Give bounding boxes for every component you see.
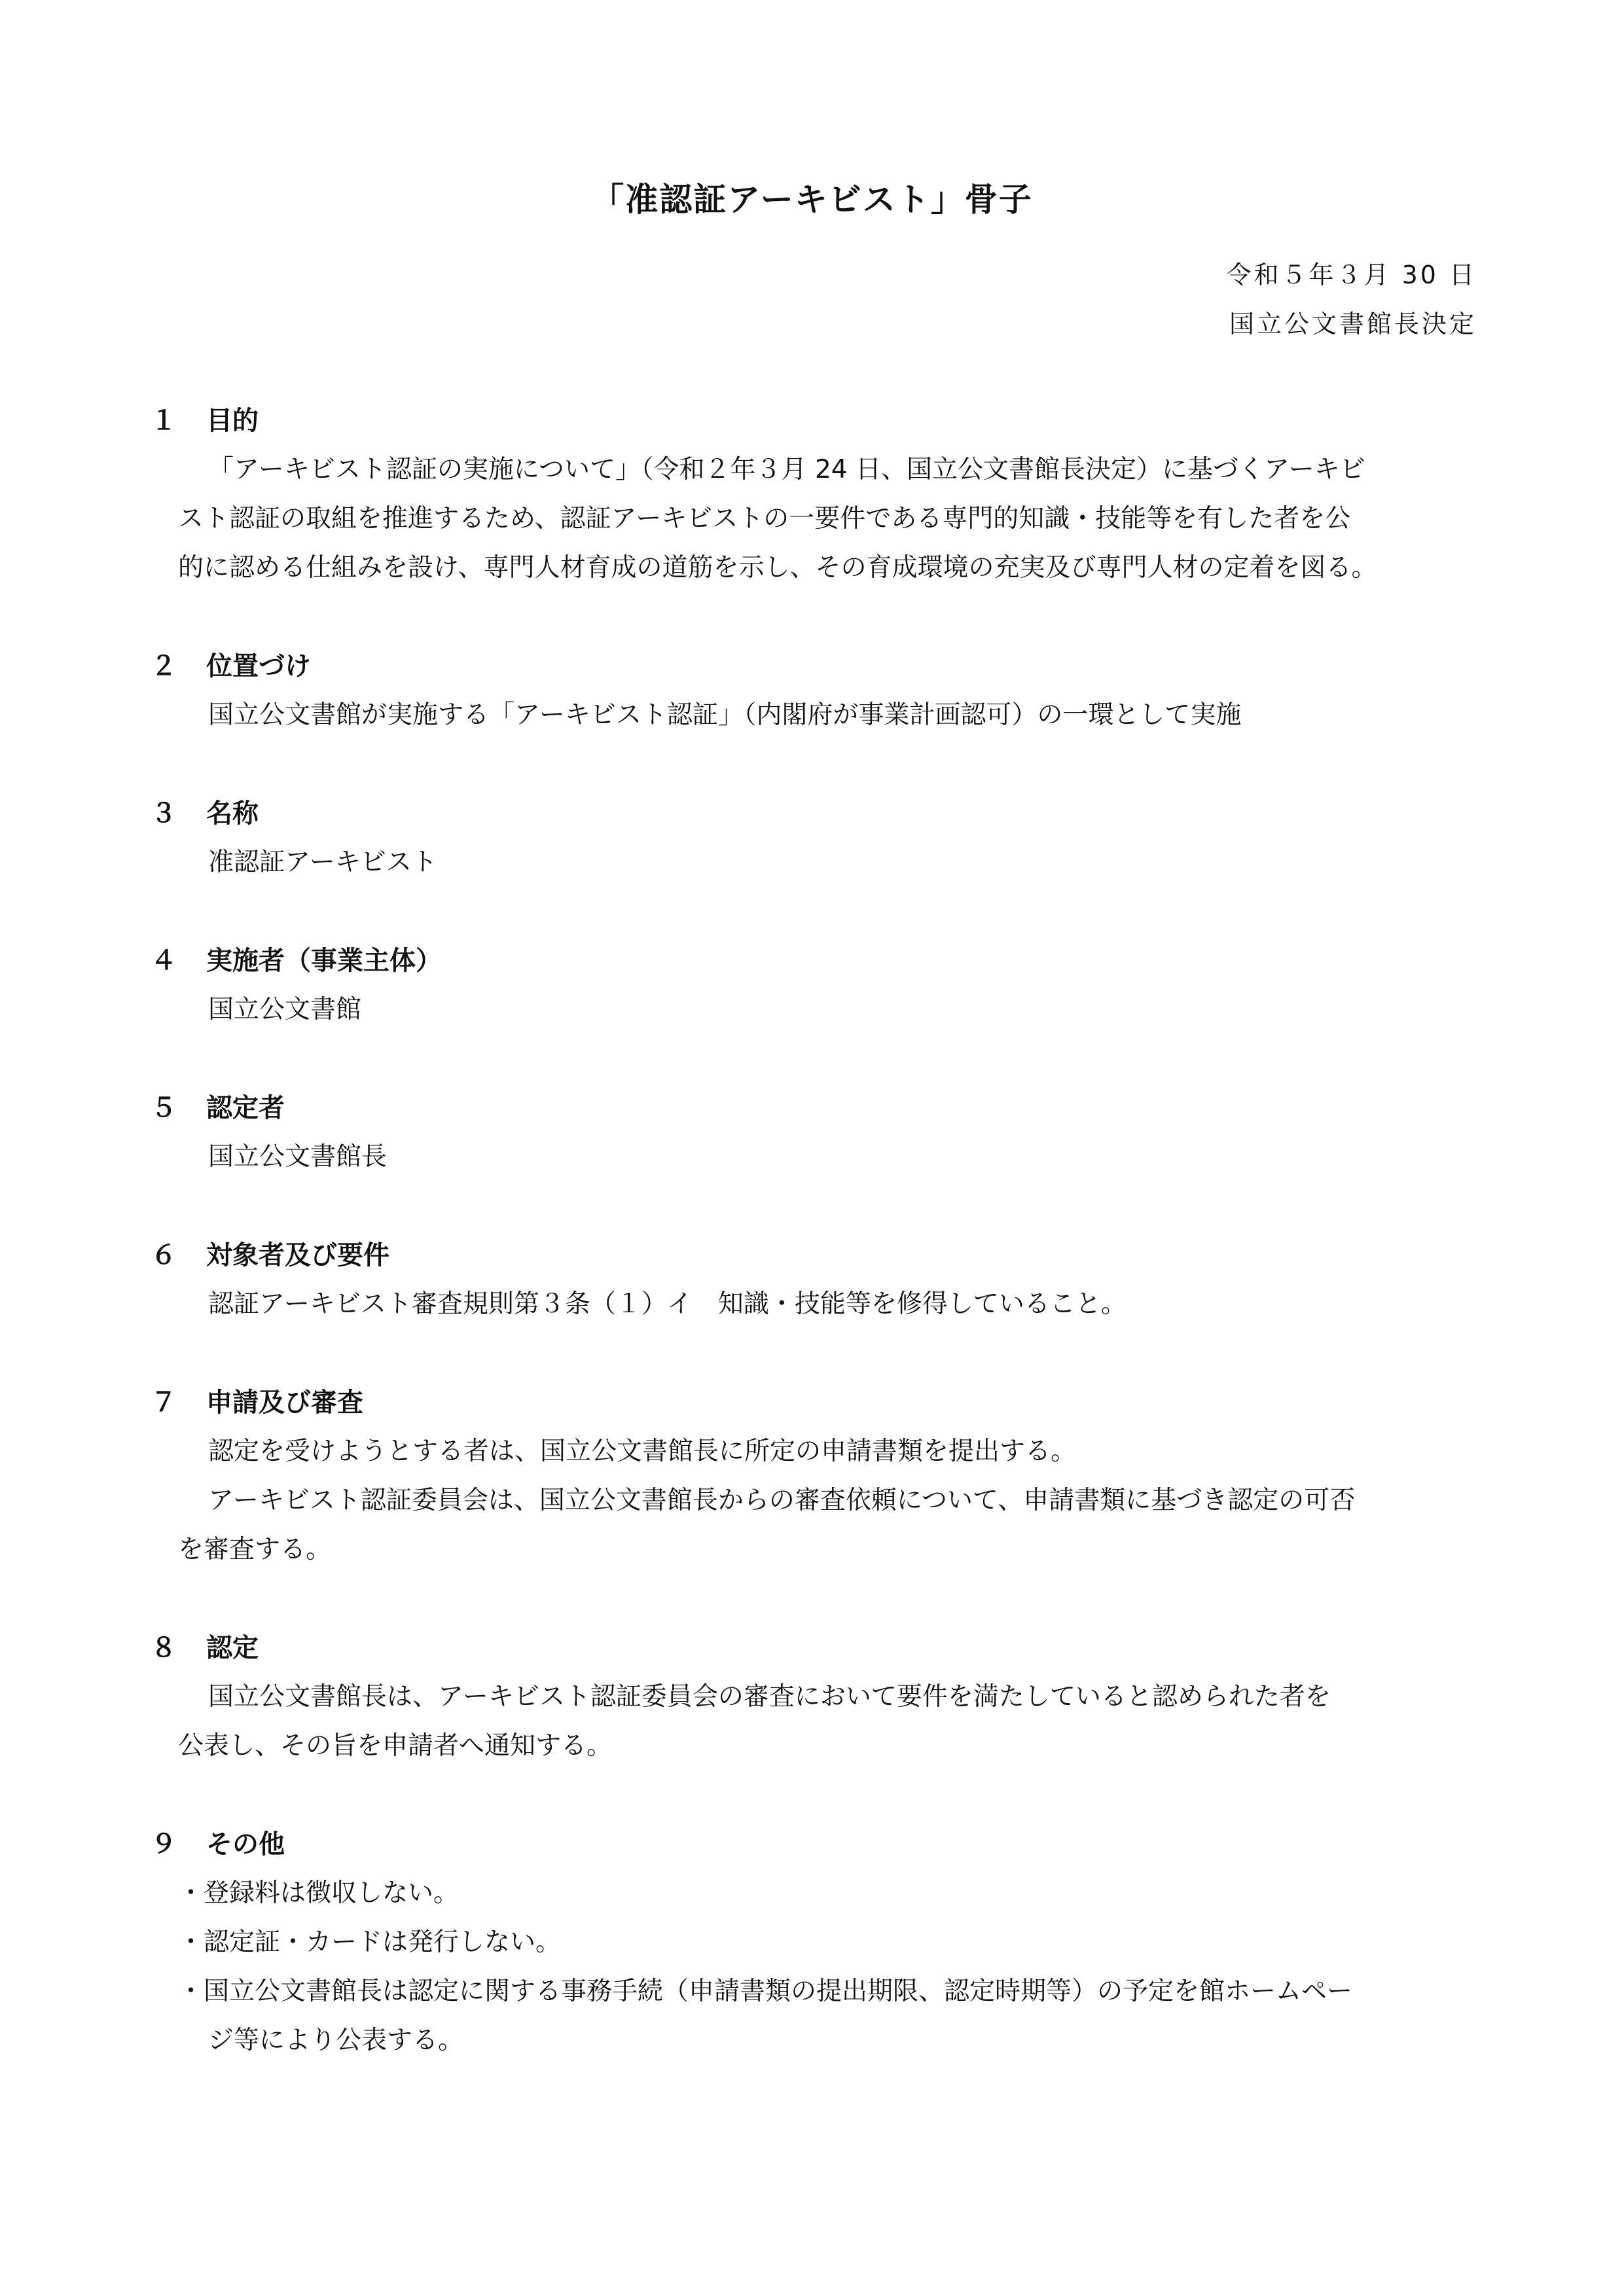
section-title: 認定者 <box>206 1093 285 1123</box>
section-number: １ <box>151 406 177 436</box>
section-4-line: 国立公文書館 <box>208 995 362 1024</box>
section-7-line: アーキビスト認証委員会は、国立公文書館長からの審査依頼について、申請書類に基づき認定の可否 <box>208 1486 1356 1515</box>
section-8-line: 公表し、その旨を申請者へ通知する。 <box>178 1731 613 1761</box>
document-title: 「准認証アーキビスト」骨子 <box>591 181 1033 219</box>
section-8-heading <box>151 1630 259 1666</box>
section-9-bullet: ・国立公文書館長は認定に関する事務手続（申請書類の提出期限、認定時期等）の予定を館ホームペー <box>178 1977 1353 2006</box>
section-9-heading <box>151 1826 285 1863</box>
section-2-heading <box>151 648 311 685</box>
section-9-bullet-continuation: ジ等により公表する。 <box>208 2026 464 2055</box>
section-1-line: スト認証の取組を推進するため、認証アーキビストの一要件である専門的知識・技能等を有した者を公 <box>178 504 1351 533</box>
section-number: ５ <box>151 1093 177 1123</box>
section-3-line: 准認証アーキビスト <box>208 848 437 877</box>
section-9-bullet: ・登録料は徴収しない。 <box>178 1878 460 1908</box>
section-1-line: 的に認める仕組みを設け、専門人材育成の道筋を示し、その育成環境の充実及び専門人材の定着を図る。 <box>178 553 1377 583</box>
section-9-bullet: ・認定証・カードは発行しない。 <box>178 1928 562 1957</box>
section-title: 目的 <box>206 406 259 436</box>
section-title: 名称 <box>206 798 259 829</box>
section-number: ８ <box>151 1633 177 1663</box>
section-number: ７ <box>151 1388 177 1418</box>
section-number: ６ <box>151 1240 177 1270</box>
section-7-heading <box>151 1384 363 1421</box>
section-5-heading <box>151 1090 285 1126</box>
section-title: 認定 <box>206 1633 259 1663</box>
section-number: ３ <box>151 798 177 829</box>
section-6-line: 認証アーキビスト審査規則第３条（１）イ 知識・技能等を修得していること。 <box>208 1289 1127 1319</box>
section-7-line: 認定を受けようとする者は、国立公文書館長に所定の申請書類を提出する。 <box>208 1437 1077 1466</box>
section-number: ９ <box>151 1829 177 1859</box>
section-7-line: を審査する。 <box>178 1535 332 1564</box>
section-2-line: 国立公文書館が実施する「アーキビスト認証」（内閣府が事業計画認可）の一環として実施 <box>208 700 1242 730</box>
section-title: 対象者及び要件 <box>206 1240 389 1270</box>
section-title: その他 <box>206 1829 285 1859</box>
section-3-heading <box>151 795 259 832</box>
section-6-heading <box>151 1237 389 1274</box>
section-4-heading <box>151 942 442 979</box>
section-8-line: 国立公文書館長は、アーキビスト認証委員会の審査において要件を満たしていると認められた者を <box>208 1682 1331 1712</box>
section-number: ４ <box>151 946 177 976</box>
issuer: 国立公文書館長決定 <box>1229 310 1477 338</box>
section-5-line: 国立公文書館長 <box>208 1142 388 1172</box>
section-title: 実施者（事業主体） <box>206 946 442 976</box>
section-title: 申請及び審査 <box>206 1388 363 1418</box>
section-1-line: 「アーキビスト認証の実施について」（令和２年３月 24 日、国立公文書館長決定）に基づくアーキビ <box>208 455 1365 484</box>
section-title: 位置づけ <box>206 651 311 681</box>
section-number: ２ <box>151 651 177 681</box>
decision-date: 令和５年３月 30 日 <box>1226 260 1477 289</box>
section-1-heading <box>151 403 259 439</box>
